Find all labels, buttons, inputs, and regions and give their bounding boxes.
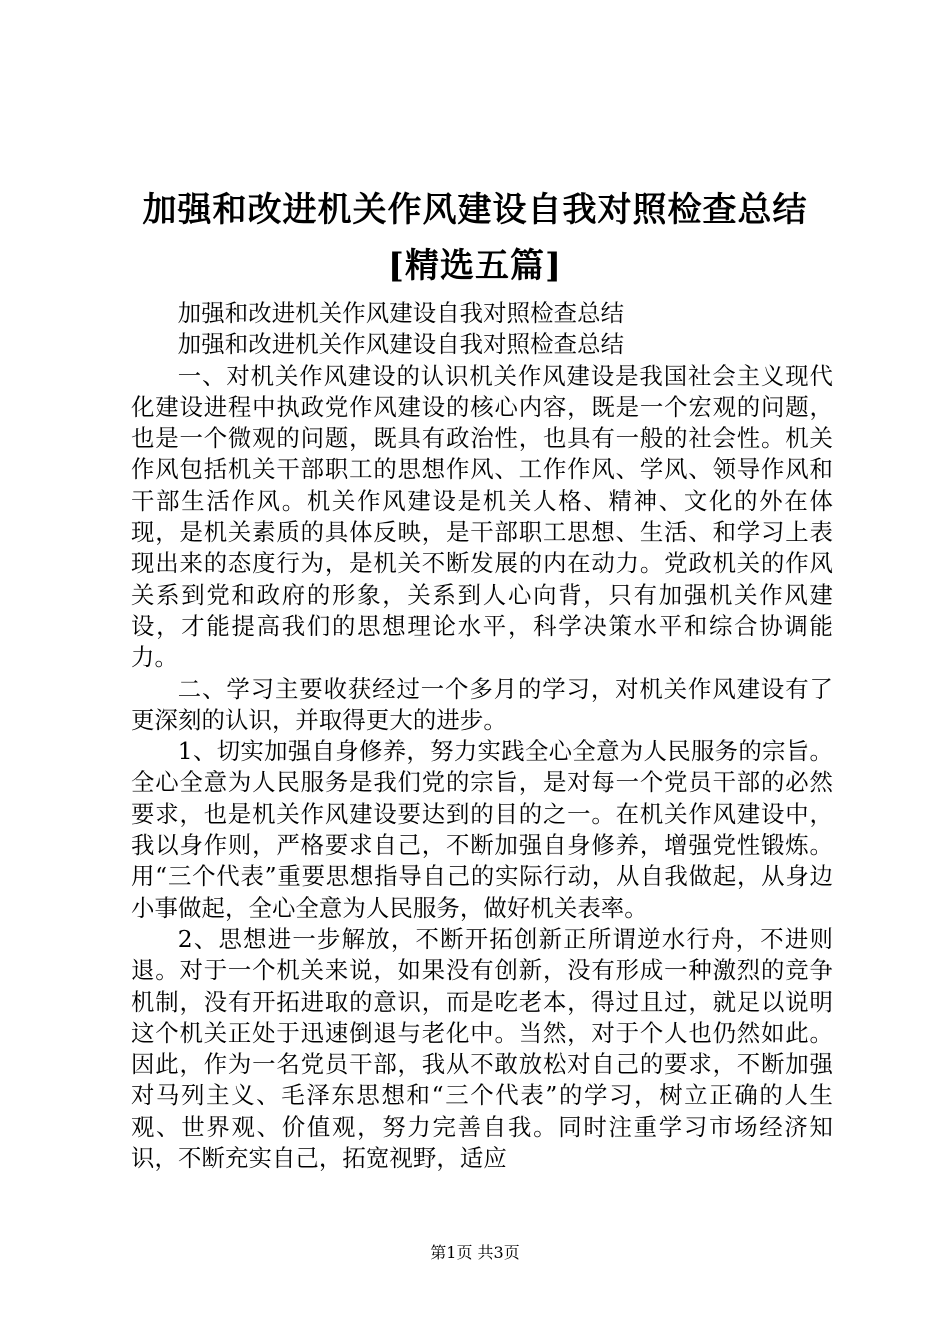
heading-paragraph: 加强和改进机关作风建设自我对照检查总结	[177, 299, 625, 327]
body-paragraph: 2、思想进一步解放，不断开拓创新正所谓逆水行舟，不进则退。对于一个机关来说，如果没有创新，没有形成一种激烈的竞争机制，没有开拓进取的意识，而是吃老本，得过且过，就足以说明这个机关正处于迅速倒退与老化中。当然，对于个人也仍然如此。因此，作为一名党员干部，我从不敢放松对自己的要求，不断加强对马列主义、毛泽东思想和“三个代表”的学习，树立正确的人生观、世界观、价值观，努力完善自我。同时注重学习市场经济知识，不断充实自己，拓宽视野，适应	[131, 924, 833, 1173]
body-paragraph: 一、对机关作风建设的认识机关作风建设是我国社会主义现代化建设进程中执政党作风建设的核心内容，既是一个宏观的问题，也是一个微观的问题，既具有政治性，也具有一般的社会性。机关作风包括机关干部职工的思想作风、工作作风、学风、领导作风和干部生活作风。机关作风建设是机关人格、精神、文化的外在体现，是机关素质的具体反映，是干部职工思想、生活、和学习上表现出来的态度行为，是机关不断发展的内在动力。党政机关的作风关系到党和政府的形象，关系到人心向背，只有加强机关作风建设，才能提高我们的思想理论水平，科学决策水平和综合协调能力。	[131, 361, 833, 672]
body-paragraph: 二、学习主要收获经过一个多月的学习，对机关作风建设有了更深刻的认识，并取得更大的进步。	[131, 674, 833, 734]
document-body	[131, 298, 833, 1174]
page-number-footer: 第1页 共3页	[430, 1243, 520, 1262]
body-paragraph: 1、切实加强自身修养，努力实践全心全意为人民服务的宗旨。全心全意为人民服务是我们党的宗旨，是对每一个党员干部的必然要求，也是机关作风建设要达到的目的之一。在机关作风建设中，我以身作则，严格要求自己，不断加强自身修养，增强党性锻炼。用“三个代表”重要思想指导自己的实际行动，从自我做起，从身边小事做起，全心全意为人民服务，做好机关表率。	[131, 737, 833, 922]
heading-paragraph: 加强和改进机关作风建设自我对照检查总结	[177, 330, 625, 359]
document-title: 加强和改进机关作风建设自我对照检查总结	[142, 190, 808, 230]
document-subtitle: [精选五篇]	[387, 246, 563, 286]
